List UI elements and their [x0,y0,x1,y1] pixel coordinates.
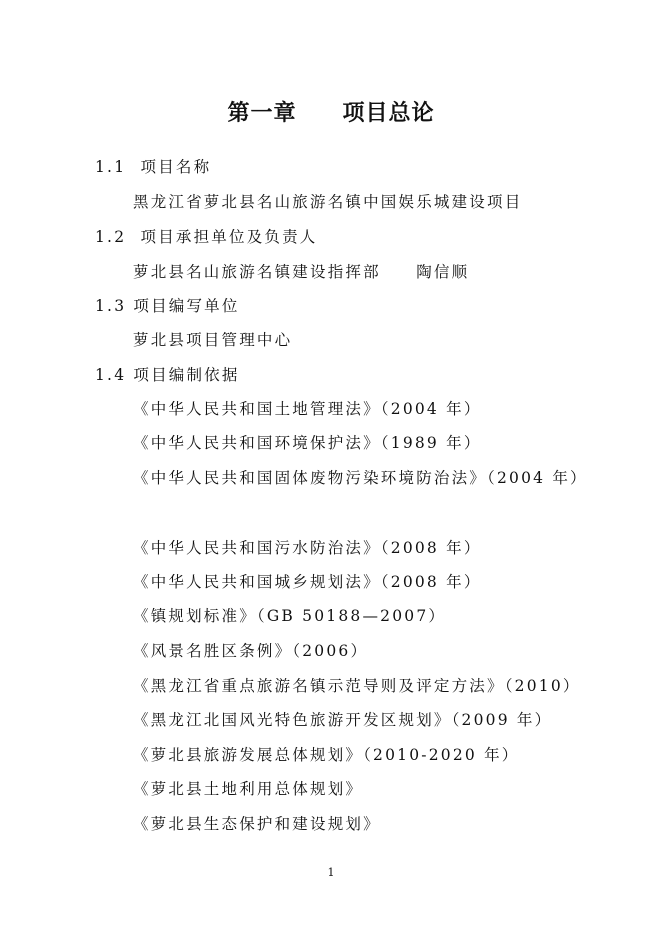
section-heading-1-2: 1.2 项目承担单位及负责人 [95,228,318,246]
section-heading-1-3: 1.3 项目编写单位 [95,297,240,315]
chapter-title: 第一章 项目总论 [227,100,435,126]
responsible-unit: 萝北县名山旅游名镇建设指挥部 陶信顺 [133,263,470,281]
basis-list-item: 《中华人民共和国土地管理法》（2004 年） [133,400,482,418]
basis-list-item: 《黑龙江北国风光特色旅游开发区规划》（2009 年） [133,711,553,729]
basis-list-item: 《萝北县生态保护和建设规划》 [133,815,381,833]
basis-list-item: 《中华人民共和国城乡规划法》（2008 年） [133,573,482,591]
basis-list-item: 《中华人民共和国环境保护法》（1989 年） [133,434,482,452]
basis-list-item: 《中华人民共和国固体废物污染环境防治法》（2004 年） [133,469,588,487]
page-number: 1 [327,866,335,879]
basis-list-item: 《风景名胜区条例》（2006） [133,642,369,660]
basis-list-item: 《萝北县旅游发展总体规划》（2010-2020 年） [133,746,520,764]
basis-list-item: 《黑龙江省重点旅游名镇示范导则及评定方法》（2010） [133,677,581,695]
basis-list-item: 《镇规划标准》（GB 50188—2007） [133,607,447,625]
section-heading-1-1: 1.1 项目名称 [95,158,212,176]
basis-list-item: 《萝北县土地利用总体规划》 [133,780,364,798]
project-name: 黑龙江省萝北县名山旅游名镇中国娱乐城建设项目 [133,193,523,211]
compiling-unit: 萝北县项目管理中心 [133,331,293,349]
section-heading-1-4: 1.4 项目编制依据 [95,366,240,384]
basis-list-item: 《中华人民共和国污水防治法》（2008 年） [133,539,482,557]
